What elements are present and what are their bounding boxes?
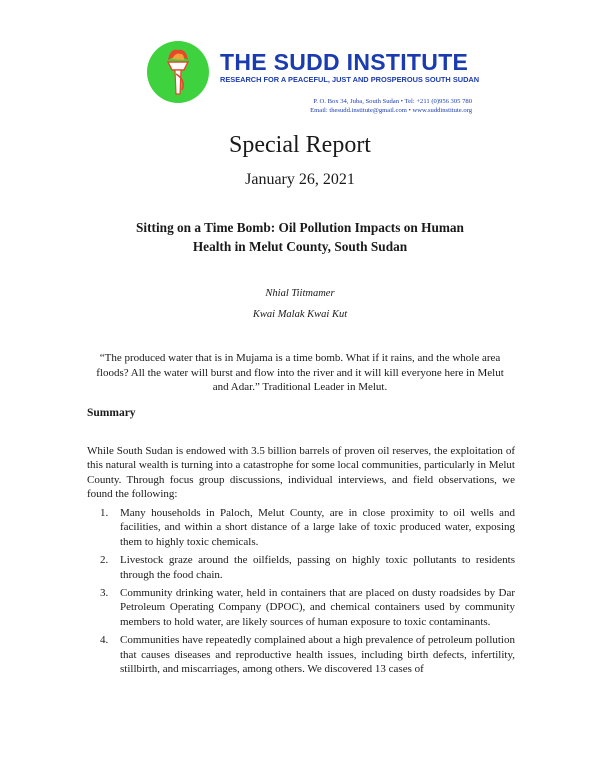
list-item-number: 1. bbox=[100, 507, 109, 519]
organization-name: THE SUDD INSTITUTE bbox=[220, 49, 469, 75]
author-name: Kwai Malak Kwai Kut bbox=[252, 309, 348, 320]
report-title-line: Sitting on a Time Bomb: Oil Pollution Impacts on Human bbox=[136, 220, 464, 235]
findings-list bbox=[87, 506, 515, 680]
author-name: Nhial Tiitmamer bbox=[265, 288, 335, 299]
list-item-number: 4. bbox=[100, 634, 109, 647]
contact-address-phone: P. O. Box 34, Juba, South Sudan • Tel: +211 (0)956 305 780 bbox=[313, 98, 472, 105]
summary-intro: While South Sudan is endowed with 3.5 billion barrels of proven oil reserves, the exploitation of this natural wealth is turning into a catastrophe for some local communities, particularly in Melut County. Through focus group discussions, individual interviews, and field observations, we found the following: bbox=[87, 445, 515, 501]
list-item bbox=[87, 553, 515, 582]
list-item bbox=[87, 506, 515, 549]
epigraph-quote: “The produced water that is in Mujama is a time bomb. What if it rains, and the whole area floods? All the water will burst and flow into the river and it will kill everyone here in Melut and Adar.” Traditional Leader in Melut. bbox=[96, 352, 504, 394]
torch-logo-icon bbox=[146, 40, 210, 104]
report-title-line: Health in Melut County, South Sudan bbox=[192, 239, 408, 254]
list-item-number: 3. bbox=[100, 587, 109, 600]
letterhead bbox=[220, 50, 480, 85]
organization-tagline: RESEARCH FOR A PEACEFUL, JUST AND PROSPEROUS SOUTH SUDAN bbox=[220, 75, 480, 84]
contact-email-website: Email: thesudd.institute@gmail.com • www.suddinstitute.org bbox=[310, 107, 472, 114]
list-item bbox=[87, 633, 515, 676]
list-item bbox=[87, 586, 515, 629]
list-item-text: Many households in Paloch, Melut County, are in close proximity to oil wells and facilities, and within a short distance of a large lake of toxic produced water, exposing them to highly toxic chemicals. bbox=[120, 507, 515, 548]
report-type: Special Report bbox=[229, 132, 371, 158]
report-title bbox=[80, 218, 520, 256]
sudd-institute-logo bbox=[146, 40, 210, 104]
list-item-text: Livestock graze around the oilfields, passing on highly toxic pollutants to residents through the food chain. bbox=[120, 554, 515, 581]
list-item-text: Communities have repeatedly complained about a high prevalence of petroleum pollution that causes diseases and reproductive health issues, including birth defects, infertility, stillbirth, and miscarriages, among others. We discovered 13 cases of bbox=[120, 634, 515, 676]
list-item-number: 2. bbox=[100, 554, 109, 567]
report-date: January 26, 2021 bbox=[245, 171, 355, 188]
list-item-text: Community drinking water, held in containers that are placed on dusty roadsides by Dar Petroleum Operating Company (DPOC), and chemical containers used by community members to hold water, are likely sources of human exposure to toxic contaminants. bbox=[120, 587, 515, 628]
summary-heading: Summary bbox=[87, 407, 136, 419]
